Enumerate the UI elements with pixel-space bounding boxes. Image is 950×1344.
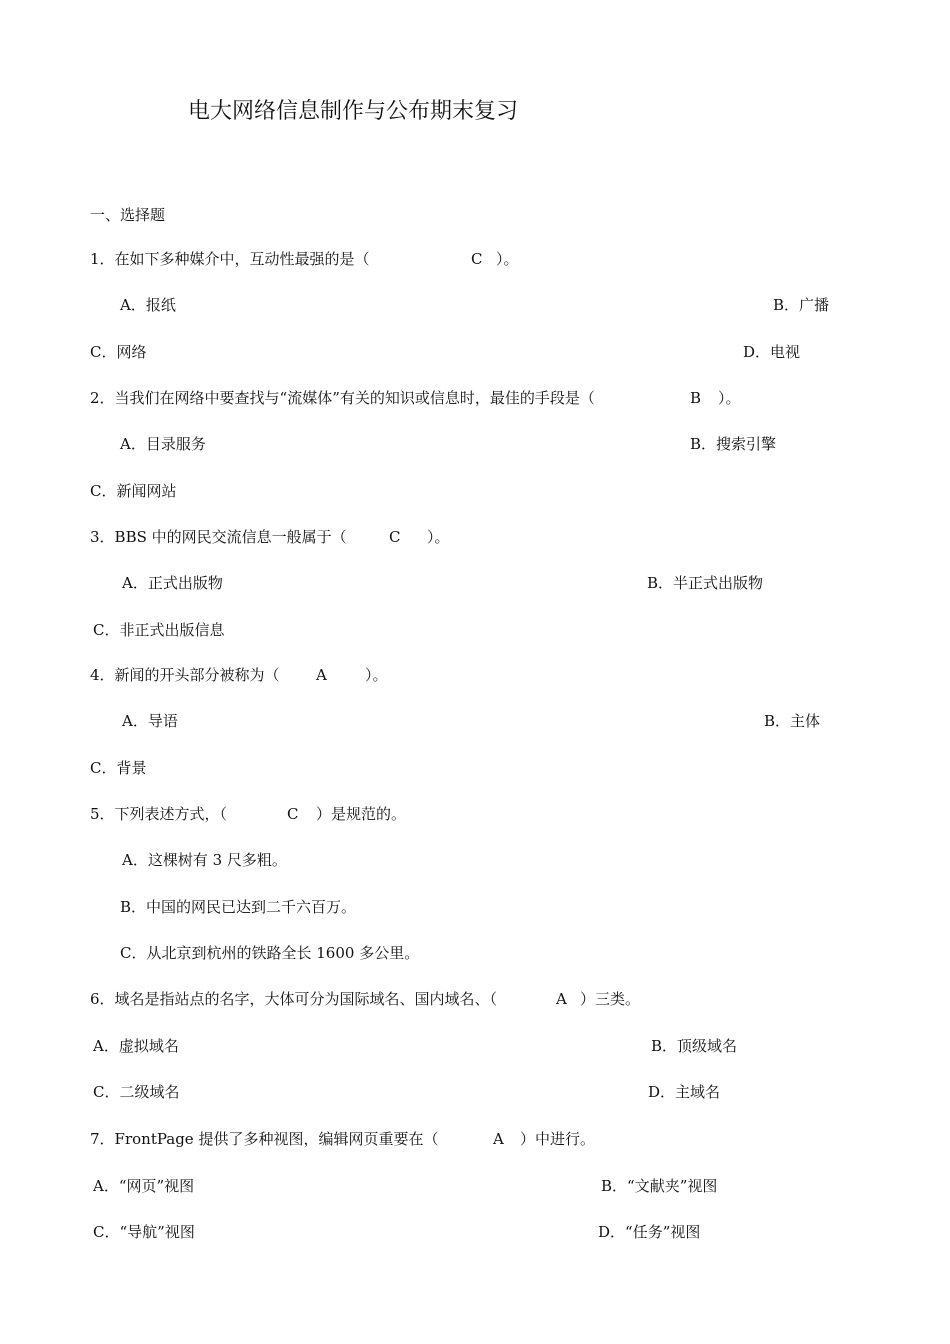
question-4-end: ）。 <box>365 666 388 684</box>
question-1-text: 1．在如下多种媒介中，互动性最强的是（ <box>90 250 370 268</box>
question-5-text: 5．下列表述方式，（ <box>90 805 228 823</box>
question-6-end: ）三类。 <box>580 990 641 1008</box>
question-3-end: ）。 <box>427 528 450 546</box>
question-4-option-a: A．导语 <box>122 712 178 730</box>
question-5-option-a: A．这棵树有 3 尺多粗。 <box>122 851 287 869</box>
question-3-option-c: C．非正式出版信息 <box>93 621 225 639</box>
question-2-option-c: C．新闻网站 <box>90 482 177 500</box>
question-1-option-a: A．报纸 <box>120 296 176 314</box>
question-6-option-d: D．主域名 <box>648 1083 721 1101</box>
question-5-option-b: B．中国的网民已达到二千六百万。 <box>120 898 357 916</box>
question-2-text: 2．当我们在网络中要查找与“流媒体”有关的知识或信息时，最佳的手段是（ <box>90 389 595 407</box>
question-2-end: ）。 <box>718 389 741 407</box>
question-2-option-a: A．目录服务 <box>120 435 206 453</box>
question-7-option-a: A．“网页”视图 <box>93 1177 195 1195</box>
question-5-option-c: C．从北京到杭州的铁路全长 1600 多公里。 <box>120 944 420 962</box>
question-3-text: 3．BBS 中的网民交流信息一般属于（ <box>90 528 347 546</box>
question-4-option-c: C．背景 <box>90 759 147 777</box>
question-5-end: ）是规范的。 <box>316 805 407 823</box>
question-1-end: ）。 <box>496 250 519 268</box>
question-4-option-b: B．主体 <box>764 712 821 730</box>
question-7-end: ）中进行。 <box>520 1130 596 1148</box>
question-3-option-a: A．正式出版物 <box>122 574 223 592</box>
question-4-answer: A <box>316 666 327 684</box>
question-6-text: 6．域名是指站点的名字，大体可分为国际域名、国内域名、（ <box>90 990 498 1008</box>
question-7-option-b: B．“文献夹”视图 <box>601 1177 718 1195</box>
question-6-option-c: C．二级域名 <box>93 1083 180 1101</box>
question-6-answer: A <box>556 990 567 1008</box>
question-6-option-a: A．虚拟域名 <box>93 1037 179 1055</box>
document-title: 电大网络信息制作与公布期末复习 <box>188 99 519 124</box>
question-1-option-d: D．电视 <box>743 343 801 361</box>
question-2-answer: B <box>690 389 702 407</box>
question-3-option-b: B．半正式出版物 <box>647 574 764 592</box>
question-3-answer: C <box>389 528 401 546</box>
question-7-text: 7．FrontPage 提供了多种视图，编辑网页重要在（ <box>90 1130 439 1148</box>
question-1-option-b: B．广播 <box>773 296 830 314</box>
question-7-option-d: D．“任务”视图 <box>598 1223 701 1241</box>
question-7-answer: A <box>493 1130 504 1148</box>
question-1-option-c: C．网络 <box>90 343 147 361</box>
question-7-option-c: C．“导航”视图 <box>93 1223 195 1241</box>
question-5-answer: C <box>287 805 299 823</box>
question-1-answer: C <box>471 250 483 268</box>
question-2-option-b: B．搜索引擎 <box>690 435 777 453</box>
section-heading: 一、选择题 <box>90 206 166 224</box>
question-6-option-b: B．顶级域名 <box>651 1037 738 1055</box>
question-4-text: 4．新闻的开头部分被称为（ <box>90 666 280 684</box>
